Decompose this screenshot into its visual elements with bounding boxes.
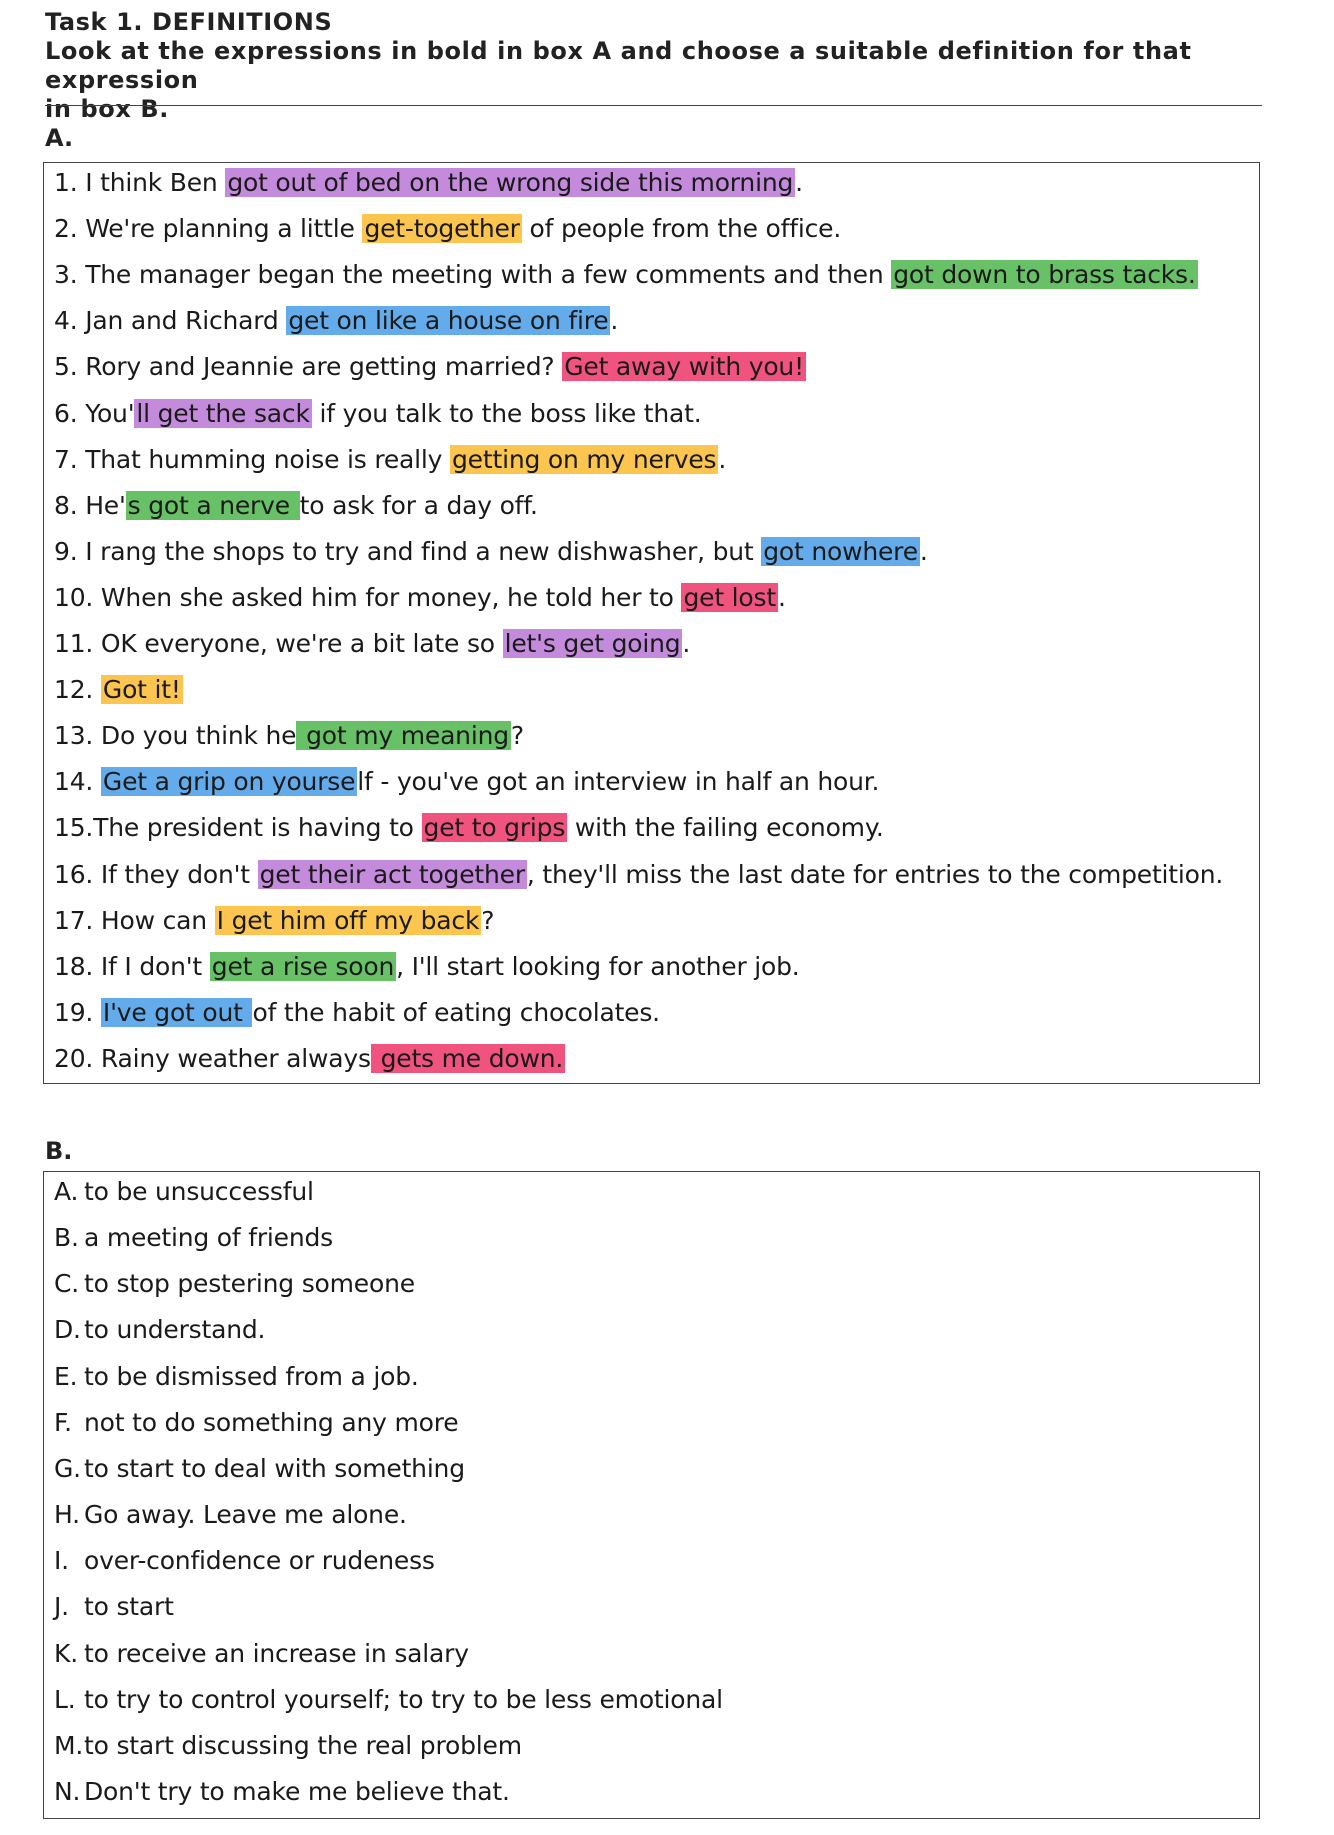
definition-text: to stop pestering someone	[84, 1269, 415, 1299]
expression-text: 20. Rainy weather always	[54, 1043, 371, 1073]
highlighted-expression: got nowhere	[763, 536, 918, 566]
expression-item	[54, 305, 618, 336]
expression-text: 8. He'	[54, 490, 126, 520]
definition-item	[54, 1776, 510, 1807]
expression-item	[54, 259, 1198, 290]
expression-text: 7. That humming noise is really	[54, 444, 451, 474]
expression-item	[54, 167, 803, 198]
definition-text: not to do something any more	[84, 1407, 459, 1437]
expression-text: , they'll miss the last date for entries to the competition.	[526, 859, 1224, 889]
definition-letter: L.	[54, 1684, 76, 1714]
expression-text: 12.	[54, 675, 101, 705]
expression-item	[54, 812, 884, 843]
expression-text: 15.The president is having to	[54, 813, 422, 843]
expression-text: .	[795, 168, 803, 197]
expression-text: 4. Jan and Richard	[54, 306, 287, 336]
highlighted-expression: ll get the sack	[136, 398, 310, 428]
expression-text: 18. If I don't	[54, 951, 210, 981]
highlighted-expression: Get a grip on yourse	[102, 767, 356, 797]
expression-text: 2. We're planning a little	[54, 214, 363, 244]
box-a-label: A.	[45, 124, 74, 152]
definition-text: Go away. Leave me alone.	[84, 1500, 407, 1530]
expression-text: , I'll start looking for another job.	[396, 951, 800, 981]
highlighted-expression: gets me down.	[372, 1043, 564, 1073]
highlighted-expression: let's get going	[504, 629, 681, 658]
highlighted-expression: got down to brass tacks.	[893, 260, 1196, 290]
highlighted-expression: Got it!	[102, 675, 181, 705]
definition-text: to start	[84, 1592, 174, 1622]
definition-item	[54, 1222, 333, 1253]
definition-text: over-confidence or rudeness	[84, 1546, 435, 1576]
expression-text: .	[919, 536, 928, 566]
expression-item	[54, 628, 690, 659]
expression-text: .	[682, 629, 691, 658]
expression-item	[54, 490, 538, 521]
definition-text: to start discussing the real problem	[84, 1730, 522, 1760]
expression-text: 17. How can	[54, 905, 215, 935]
definition-letter: B.	[54, 1223, 79, 1253]
definition-text: to receive an increase in salary	[84, 1638, 469, 1668]
highlighted-expression: s got a nerve	[127, 490, 298, 520]
expression-item	[54, 997, 660, 1028]
definition-text: to be unsuccessful	[84, 1177, 314, 1206]
box-a-expressions	[43, 162, 1260, 1084]
expression-text: 14.	[54, 767, 101, 797]
definition-letter: D.	[54, 1315, 81, 1345]
definition-letter: N.	[54, 1776, 81, 1806]
task-instruction-line-1: Look at the expressions in bold in box A and choose a suitable definition for that expression	[45, 37, 1192, 94]
expression-item	[54, 674, 183, 705]
definition-item	[54, 1684, 723, 1715]
header-divider	[45, 105, 1262, 106]
expression-text: of people from the office.	[521, 214, 842, 244]
expression-text: 16. If they don't	[54, 859, 258, 889]
expression-item	[54, 444, 726, 475]
expression-text: .	[610, 306, 619, 336]
expression-item	[54, 582, 786, 613]
box-b-definitions	[43, 1171, 1260, 1819]
expression-text: .	[718, 444, 727, 474]
definition-text: to be dismissed from a job.	[84, 1361, 419, 1391]
definition-item	[54, 1545, 435, 1576]
definition-letter: A.	[54, 1177, 79, 1206]
expression-text: 1. I think Ben	[54, 168, 226, 197]
highlighted-expression: get on like a house on fire	[288, 306, 609, 336]
expression-item	[54, 536, 928, 567]
definition-item	[54, 1499, 407, 1530]
definition-item	[54, 1407, 458, 1438]
expression-text: 5. Rory and Jeannie are getting married?	[54, 352, 563, 382]
definition-letter: M.	[54, 1730, 84, 1760]
expression-text: ?	[481, 905, 495, 935]
expression-item	[54, 859, 1223, 890]
expression-text: lf - you've got an interview in half an hour.	[357, 767, 880, 797]
highlighted-expression: I get him off my back	[216, 905, 480, 935]
highlighted-expression: get-together	[364, 214, 520, 244]
expression-item	[54, 1043, 565, 1074]
highlighted-expression: get their act together	[259, 859, 525, 889]
highlighted-expression: got out of bed on the wrong side this morning	[227, 168, 794, 197]
definition-letter: J.	[54, 1592, 69, 1622]
definition-text: Don't try to make me believe that.	[84, 1776, 510, 1806]
definition-text: a meeting of friends	[84, 1223, 333, 1253]
task-instruction-line-2: in box B.	[45, 95, 169, 123]
expression-item	[54, 905, 494, 936]
expression-text: 9. I rang the shops to try and find a new dishwasher, but	[54, 536, 762, 566]
task-header	[45, 8, 1265, 124]
expression-text: 11. OK everyone, we're a bit late so	[54, 629, 503, 658]
highlighted-expression: get a rise soon	[211, 951, 395, 981]
expression-text: 13. Do you think he	[54, 721, 297, 751]
expression-item	[54, 766, 879, 797]
highlighted-expression: got my meaning	[298, 721, 509, 751]
definition-item	[54, 1361, 419, 1392]
definition-letter: H.	[54, 1500, 80, 1530]
expression-text: .	[777, 582, 786, 612]
expression-item	[54, 213, 841, 244]
expression-text: ?	[510, 721, 524, 751]
definition-item	[54, 1453, 465, 1484]
definition-item	[54, 1268, 415, 1299]
definition-letter: C.	[54, 1269, 80, 1299]
definition-item	[54, 1638, 469, 1669]
definition-letter: E.	[54, 1361, 78, 1391]
highlighted-expression: getting on my nerves	[452, 444, 717, 474]
definition-item	[54, 1176, 314, 1207]
definition-letter: F.	[54, 1407, 72, 1437]
expression-text: 10. When she asked him for money, he told her to	[54, 582, 682, 612]
expression-item	[54, 951, 800, 982]
definition-letter: K.	[54, 1638, 78, 1668]
definition-item	[54, 1591, 174, 1622]
expression-text: 3. The manager began the meeting with a few comments and then	[54, 260, 892, 290]
highlighted-expression: get lost	[683, 582, 776, 612]
expression-text: 6. You'	[54, 398, 135, 428]
expression-text: to ask for a day off.	[299, 490, 538, 520]
highlighted-expression: get to grips	[423, 813, 566, 843]
expression-text: of the habit of eating chocolates.	[252, 997, 660, 1027]
highlighted-expression: Get away with you!	[564, 352, 804, 382]
expression-text: if you talk to the boss like that.	[311, 398, 702, 428]
box-b-label: B.	[45, 1137, 73, 1165]
definition-text: to try to control yourself; to try to be less emotional	[84, 1684, 723, 1714]
expression-item	[54, 398, 701, 429]
expression-text: with the failing economy.	[567, 813, 884, 843]
expression-item	[54, 720, 524, 751]
definition-item	[54, 1314, 265, 1345]
definition-letter: G.	[54, 1453, 81, 1483]
definition-text: to understand.	[84, 1315, 266, 1345]
definition-text: to start to deal with something	[84, 1453, 465, 1483]
expression-item	[54, 351, 806, 382]
task-title: Task 1. DEFINITIONS	[45, 8, 333, 36]
expression-text: 19.	[54, 997, 101, 1027]
definition-item	[54, 1730, 522, 1761]
highlighted-expression: I've got out	[102, 997, 251, 1027]
definition-letter: I.	[54, 1546, 69, 1576]
